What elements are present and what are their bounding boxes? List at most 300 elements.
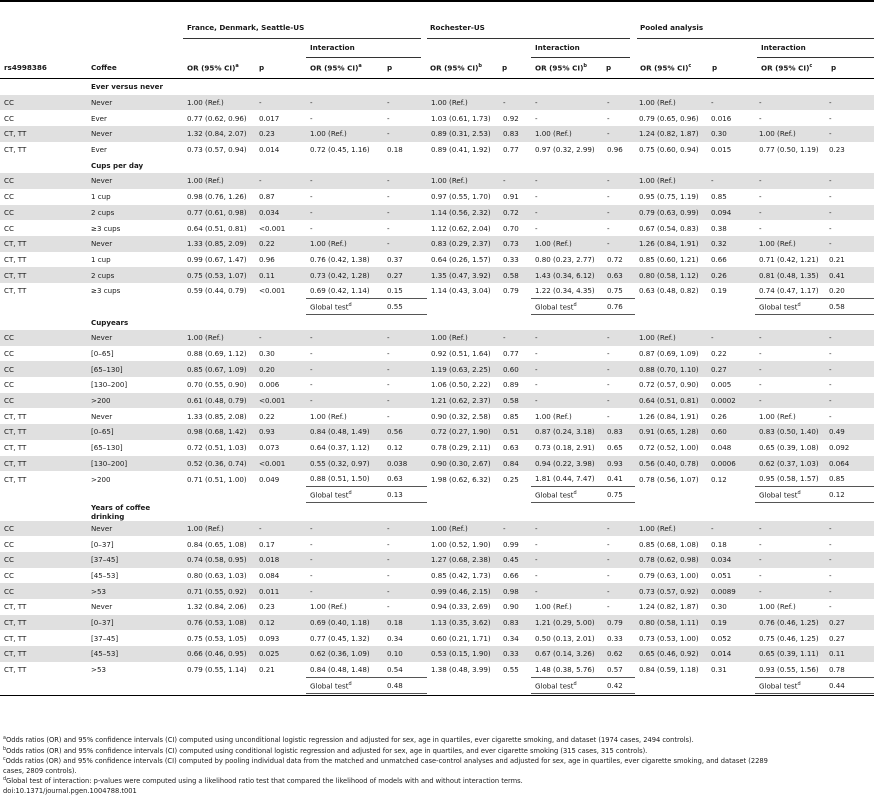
table-row (0, 456, 874, 472)
coffee-level-cell: ≥3 cups (91, 286, 121, 296)
empty-cell (255, 677, 306, 693)
value-cell: 0.33 (499, 646, 531, 662)
value-cell: <0.001 (259, 223, 286, 233)
empty-cell (0, 314, 87, 330)
value-cell: 0.66 (503, 570, 519, 580)
value-cell: 1.00 (Ref.) (531, 236, 603, 252)
empty-cell (255, 79, 306, 95)
value-cell: 0.094 (707, 205, 755, 221)
value-cell: - (755, 95, 825, 111)
value-cell: - (825, 393, 874, 409)
value-cell: 1.21 (0.62, 2.37) (427, 393, 499, 409)
genotype-cell: CC (0, 361, 87, 377)
value-cell: 0.85 (0.42, 1.73) (431, 570, 491, 580)
value-cell: 0.87 (0.24, 3.18) (531, 424, 603, 440)
value-cell: 1.06 (0.50, 2.22) (431, 380, 491, 390)
section-header-row (0, 79, 874, 95)
value-cell: 0.50 (0.13, 2.01) (535, 633, 595, 643)
value-cell: - (535, 192, 538, 202)
footnote (3, 777, 523, 785)
empty-cell (635, 677, 707, 693)
empty-cell (183, 314, 255, 330)
value-cell: <0.001 (259, 286, 286, 296)
value-cell: - (603, 521, 635, 537)
empty-cell (183, 299, 255, 315)
value-cell: 1.19 (0.63, 2.25) (427, 361, 499, 377)
coffee-level-cell: Ever (91, 113, 107, 123)
interaction-header-3: Interaction (761, 43, 806, 52)
value-cell: 1.00 (Ref.) (427, 173, 499, 189)
genotype-cell: CC (0, 330, 87, 346)
value-cell: 0.89 (0.31, 2.53) (427, 126, 499, 142)
value-cell: 0.23 (255, 126, 306, 142)
value-cell: - (825, 173, 874, 189)
table-row (0, 220, 874, 236)
value-cell: - (535, 570, 538, 580)
value-cell: - (825, 552, 874, 568)
footnote (3, 736, 694, 744)
value-cell: <0.001 (255, 456, 306, 472)
value-cell: - (603, 95, 635, 111)
genotype-cell: CT, TT (0, 456, 87, 472)
value-cell: 0.15 (387, 286, 403, 296)
value-cell: 0.051 (711, 570, 732, 580)
global-test-sup: d (348, 490, 352, 497)
value-cell: - (759, 192, 762, 202)
table-row (0, 568, 874, 584)
value-cell: - (603, 583, 635, 599)
value-cell: - (383, 521, 427, 537)
value-cell: - (607, 570, 610, 580)
value-cell: - (387, 602, 390, 612)
global-test-p: 0.76 (603, 299, 635, 315)
value-cell: 0.80 (0.23, 2.77) (535, 254, 595, 264)
value-cell: - (310, 570, 313, 580)
value-cell: - (387, 349, 390, 359)
global-test-p: 0.75 (603, 487, 635, 503)
interaction-underline-1 (306, 57, 421, 58)
empty-cell (707, 503, 755, 521)
section-title: Cups per day (91, 160, 144, 170)
value-cell: - (607, 539, 610, 549)
coffee-level-cell: Ever (91, 145, 107, 155)
global-test-sup: d (573, 490, 577, 497)
value-cell: 0.94 (0.22, 3.98) (531, 456, 603, 472)
value-cell: - (825, 521, 874, 537)
genotype-cell: CT, TT (4, 443, 27, 453)
value-cell: 0.72 (607, 254, 623, 264)
empty-cell (255, 314, 306, 330)
value-cell: 0.55 (503, 665, 519, 675)
or-header-3: OR (95% CI)$^b$ (430, 63, 482, 73)
value-cell: 0.99 (0.67, 1.47) (187, 254, 247, 264)
coffee-level-cell: [37–45] (91, 633, 119, 643)
table-row (0, 662, 874, 678)
value-cell: - (255, 330, 306, 346)
value-cell: 0.87 (259, 192, 275, 202)
value-cell: 0.67 (0.14, 3.26) (531, 646, 603, 662)
value-cell: - (825, 236, 874, 252)
value-cell: - (759, 223, 762, 233)
value-cell: 0.62 (0.37, 1.03) (755, 456, 825, 472)
value-cell: 1.43 (0.34, 6.12) (531, 267, 603, 283)
value-cell: 0.18 (383, 615, 427, 631)
value-cell: - (531, 205, 603, 221)
value-cell: - (535, 223, 538, 233)
empty-cell (87, 487, 183, 503)
genotype-cell: CC (0, 173, 87, 189)
value-cell: 1.00 (Ref.) (427, 521, 499, 537)
value-cell: - (603, 552, 635, 568)
global-test-label (306, 677, 383, 693)
value-cell: 0.84 (0.48, 1.48) (310, 664, 370, 674)
value-cell: 0.85 (0.67, 1.09) (183, 361, 255, 377)
value-cell: 0.93 (603, 456, 635, 472)
value-cell: 0.015 (711, 145, 732, 155)
value-cell: 1.00 (Ref.) (759, 411, 796, 421)
value-cell: 0.034 (707, 552, 755, 568)
value-cell: 0.84 (0.59, 1.18) (639, 665, 699, 675)
value-cell: 1.00 (Ref.) (531, 126, 603, 142)
value-cell: 0.79 (603, 615, 635, 631)
value-cell: 0.41 (825, 267, 874, 283)
coffee-level-cell: Never (87, 173, 183, 189)
value-cell: 0.74 (0.47, 1.17) (759, 286, 819, 296)
value-cell: 0.17 (259, 539, 275, 549)
value-cell: 0.96 (259, 254, 275, 264)
value-cell: 1.81 (0.44, 7.47) (535, 474, 595, 484)
coffee-level-cell: 1 cup (91, 192, 111, 202)
value-cell: 0.76 (0.53, 1.08) (183, 615, 255, 631)
value-cell: 0.18 (711, 539, 727, 549)
global-test-p: 0.58 (825, 299, 874, 315)
interaction-underline-2 (531, 57, 630, 58)
empty-cell (499, 314, 531, 330)
doi-line[interactable] (3, 787, 137, 795)
value-cell: 1.14 (0.43, 3.04) (431, 286, 491, 296)
genotype-cell: CC (4, 113, 14, 123)
value-cell: 1.00 (Ref.) (183, 95, 255, 111)
value-cell: 0.025 (255, 646, 306, 662)
genotype-cell: CT, TT (4, 474, 27, 484)
table-row (0, 361, 874, 377)
value-cell: 0.052 (711, 633, 732, 643)
value-cell: 1.00 (Ref.) (755, 126, 825, 142)
global-test-label (755, 487, 825, 503)
value-cell: - (825, 583, 874, 599)
value-cell: 0.87 (0.69, 1.09) (639, 349, 699, 359)
value-cell: 0.75 (0.53, 1.05) (187, 633, 247, 643)
empty-cell (755, 79, 825, 95)
group-header-2: Rochester-US (430, 23, 485, 32)
genotype-cell: CC (0, 583, 87, 599)
genotype-cell: CC (4, 349, 14, 359)
value-cell: 1.00 (Ref.) (183, 330, 255, 346)
value-cell: 0.005 (711, 380, 732, 390)
empty-cell (635, 157, 707, 173)
value-cell: 0.014 (707, 646, 755, 662)
coffee-level-cell: [45–53] (91, 570, 119, 580)
table-row (0, 173, 874, 189)
value-cell: 0.56 (383, 424, 427, 440)
value-cell: 0.034 (255, 205, 306, 221)
genotype-cell: CT, TT (4, 286, 27, 296)
footnote-marker: a (3, 736, 6, 741)
global-test-row (0, 677, 874, 693)
genotype-cell: CC (0, 521, 87, 537)
coffee-level-cell: Never (91, 602, 113, 612)
footnote-text: doi:10.1371/journal.pgen.1004788.t001 (3, 787, 137, 795)
global-test-row (0, 487, 874, 503)
global-test-label (755, 299, 825, 315)
value-cell: 0.83 (499, 126, 531, 142)
value-cell: 1.98 (0.62, 6.32) (431, 474, 491, 484)
value-cell: 0.78 (0.62, 0.98) (635, 552, 707, 568)
value-cell: - (829, 380, 832, 390)
coffee-column-header: Coffee (91, 63, 117, 72)
coffee-level-cell: ≥3 cups (91, 223, 121, 233)
global-test-sup: d (797, 680, 801, 687)
value-cell: - (755, 583, 825, 599)
genotype-cell: CT, TT (0, 267, 87, 283)
value-cell: 0.18 (387, 145, 403, 155)
value-cell: 0.63 (503, 443, 519, 453)
table-row (0, 615, 874, 631)
table-row (0, 377, 874, 393)
empty-cell (0, 487, 87, 503)
value-cell: 0.55 (0.32, 0.97) (306, 456, 383, 472)
table-row (0, 440, 874, 456)
value-cell: 0.72 (0.57, 0.90) (639, 380, 699, 390)
value-cell: 1.32 (0.84, 2.07) (183, 126, 255, 142)
empty-cell (707, 677, 755, 693)
empty-cell (306, 503, 383, 521)
value-cell: - (310, 192, 313, 202)
table-row (0, 205, 874, 221)
value-cell: - (531, 583, 603, 599)
value-cell: 0.77 (503, 145, 519, 155)
value-cell: - (825, 95, 874, 111)
value-cell: 0.83 (499, 615, 531, 631)
group-header-3: Pooled analysis (640, 23, 704, 32)
value-cell: 1.00 (Ref.) (306, 236, 383, 252)
value-cell: 0.85 (711, 192, 727, 202)
value-cell: 0.85 (829, 474, 845, 484)
value-cell: 0.12 (387, 443, 403, 453)
value-cell: 1.14 (0.56, 2.32) (427, 205, 499, 221)
value-cell: 0.73 (0.42, 1.28) (306, 267, 383, 283)
value-cell: 1.38 (0.48, 3.99) (431, 665, 491, 675)
value-cell: 0.53 (0.15, 1.90) (427, 646, 499, 662)
value-cell: - (306, 552, 383, 568)
value-cell: 1.24 (0.82, 1.87) (635, 126, 707, 142)
value-cell: 0.78 (0.29, 2.11) (431, 443, 491, 453)
global-test-p: 0.44 (825, 677, 874, 693)
global-test-sup: d (348, 680, 352, 687)
coffee-level-cell: 2 cups (87, 267, 183, 283)
global-test-text: Global test (310, 490, 349, 500)
coffee-level-cell: >200 (87, 393, 183, 409)
value-cell: - (306, 205, 383, 221)
global-test-text: Global test (535, 490, 574, 500)
value-cell: - (383, 330, 427, 346)
value-cell: 0.96 (607, 145, 623, 155)
value-cell: - (383, 95, 427, 111)
value-cell: 0.016 (711, 113, 732, 123)
value-cell: 0.006 (259, 380, 280, 390)
value-cell: - (306, 521, 383, 537)
p-header-1: p (259, 63, 265, 72)
value-cell: 0.78 (829, 664, 845, 674)
section-title: Ever versus never (91, 82, 163, 92)
bottom-rule (0, 695, 874, 696)
empty-cell (707, 299, 755, 315)
genotype-cell: CT, TT (0, 126, 87, 142)
value-cell: 1.00 (Ref.) (635, 95, 707, 111)
value-cell: 0.90 (0.30, 2.67) (427, 456, 499, 472)
value-cell: 1.00 (Ref.) (755, 236, 825, 252)
value-cell: 0.75 (0.53, 1.07) (183, 267, 255, 283)
value-cell: 0.75 (0.60, 0.94) (639, 145, 699, 155)
empty-cell (531, 314, 603, 330)
table-row (0, 236, 874, 252)
value-cell: - (607, 113, 610, 123)
coffee-level-cell: Never (91, 411, 113, 421)
value-cell: 0.70 (503, 223, 519, 233)
empty-cell (499, 677, 531, 693)
value-cell: 0.52 (0.36, 0.74) (183, 456, 255, 472)
value-cell: 1.03 (0.61, 1.73) (431, 113, 491, 123)
global-test-sup: d (797, 490, 801, 497)
value-cell: 0.80 (0.58, 1.11) (635, 615, 707, 631)
table-row (0, 583, 874, 599)
value-cell: 1.00 (Ref.) (183, 173, 255, 189)
value-cell: 0.19 (711, 286, 727, 296)
coffee-level-cell: >53 (91, 665, 106, 675)
value-cell: <0.001 (255, 393, 306, 409)
value-cell: - (707, 95, 755, 111)
table-row (0, 630, 874, 646)
global-test-label (755, 677, 825, 693)
value-cell: 1.00 (Ref.) (427, 95, 499, 111)
value-cell: 0.41 (607, 474, 623, 484)
value-cell: 0.56 (0.40, 0.78) (635, 456, 707, 472)
value-cell: 0.85 (0.60, 1.21) (639, 254, 699, 264)
table-row (0, 471, 874, 487)
value-cell: 0.014 (259, 145, 280, 155)
value-cell: - (310, 349, 313, 359)
p-header-3: p (502, 63, 508, 72)
global-test-text: Global test (759, 490, 798, 500)
value-cell: 1.00 (Ref.) (759, 602, 796, 612)
value-cell: - (755, 552, 825, 568)
value-cell: - (383, 552, 427, 568)
value-cell: 0.49 (825, 424, 874, 440)
value-cell: - (383, 205, 427, 221)
genotype-cell: CC (4, 192, 14, 202)
section-title: Years of coffee drinking (91, 502, 151, 521)
value-cell: - (607, 411, 610, 421)
footnote (3, 757, 768, 765)
value-cell: - (310, 223, 313, 233)
value-cell: 0.23 (259, 602, 275, 612)
value-cell: - (306, 361, 383, 377)
value-cell: 0.73 (0.18, 2.91) (535, 443, 595, 453)
value-cell: 1.00 (Ref.) (635, 521, 707, 537)
empty-cell (255, 487, 306, 503)
table-row (0, 346, 874, 362)
table-row (0, 189, 874, 205)
value-cell: 0.65 (0.39, 1.11) (755, 646, 825, 662)
value-cell: - (829, 113, 832, 123)
value-cell: - (531, 330, 603, 346)
value-cell: - (535, 349, 538, 359)
value-cell: 0.83 (603, 424, 635, 440)
empty-cell (383, 157, 427, 173)
empty-cell (755, 314, 825, 330)
value-cell: 0.092 (829, 443, 850, 453)
empty-cell (499, 157, 531, 173)
coffee-level-cell: [45–53] (87, 646, 183, 662)
value-cell: - (387, 113, 390, 123)
value-cell: 0.018 (255, 552, 306, 568)
value-cell: 0.61 (0.48, 0.79) (183, 393, 255, 409)
or-header-5: OR (95% CI)$^c$ (640, 63, 692, 73)
value-cell: 0.79 (503, 286, 519, 296)
value-cell: 0.11 (825, 646, 874, 662)
footnote-text: cases, 2809 controls). (3, 767, 77, 775)
value-cell: 0.89 (0.41, 1.92) (431, 145, 491, 155)
global-test-p: 0.12 (825, 487, 874, 503)
global-test-p: 0.42 (603, 677, 635, 693)
value-cell: 1.22 (0.34, 4.35) (535, 286, 595, 296)
empty-cell (635, 503, 707, 521)
interaction-header-2: Interaction (535, 43, 580, 52)
value-cell: - (255, 521, 306, 537)
genotype-cell: CT, TT (0, 424, 87, 440)
empty-cell (87, 299, 183, 315)
value-cell: 0.73 (0.53, 1.00) (639, 633, 699, 643)
value-cell: 0.65 (0.46, 0.92) (635, 646, 707, 662)
value-cell: - (310, 380, 313, 390)
value-cell: - (607, 380, 610, 390)
genotype-cell: CT, TT (0, 615, 87, 631)
coffee-level-cell: [0–37] (87, 615, 183, 631)
p-header-4: p (606, 63, 612, 72)
value-cell: 1.12 (0.62, 2.04) (431, 223, 491, 233)
interaction-underline-3 (757, 57, 874, 58)
value-cell: 0.72 (0.45, 1.16) (310, 145, 370, 155)
value-cell: 0.65 (0.39, 1.08) (759, 443, 819, 453)
value-cell: 0.75 (607, 286, 623, 296)
value-cell: - (387, 223, 390, 233)
value-cell: 0.10 (383, 646, 427, 662)
footnote-text: Odds ratios (OR) and 95% confidence intervals (CI) computed using unconditional logistic regression and adjusted for sex, age in quartiles, ever cigarette smoking, and dataset (1974 cases, 2494 controls). (5, 736, 694, 745)
value-cell: 0.23 (829, 145, 845, 155)
table-row (0, 646, 874, 662)
coffee-level-cell: Never (87, 236, 183, 252)
coffee-level-cell: 2 cups (87, 205, 183, 221)
value-cell: 0.91 (0.65, 1.28) (635, 424, 707, 440)
value-cell: 0.85 (0.68, 1.08) (639, 539, 699, 549)
value-cell: - (607, 223, 610, 233)
or-header-6: OR (95% CI)$^c$ (761, 63, 813, 73)
global-test-sup: d (573, 301, 577, 308)
top-rule (0, 0, 874, 2)
value-cell: 0.97 (0.55, 1.70) (431, 192, 491, 202)
value-cell: - (535, 113, 538, 123)
value-cell: 0.048 (711, 443, 732, 453)
